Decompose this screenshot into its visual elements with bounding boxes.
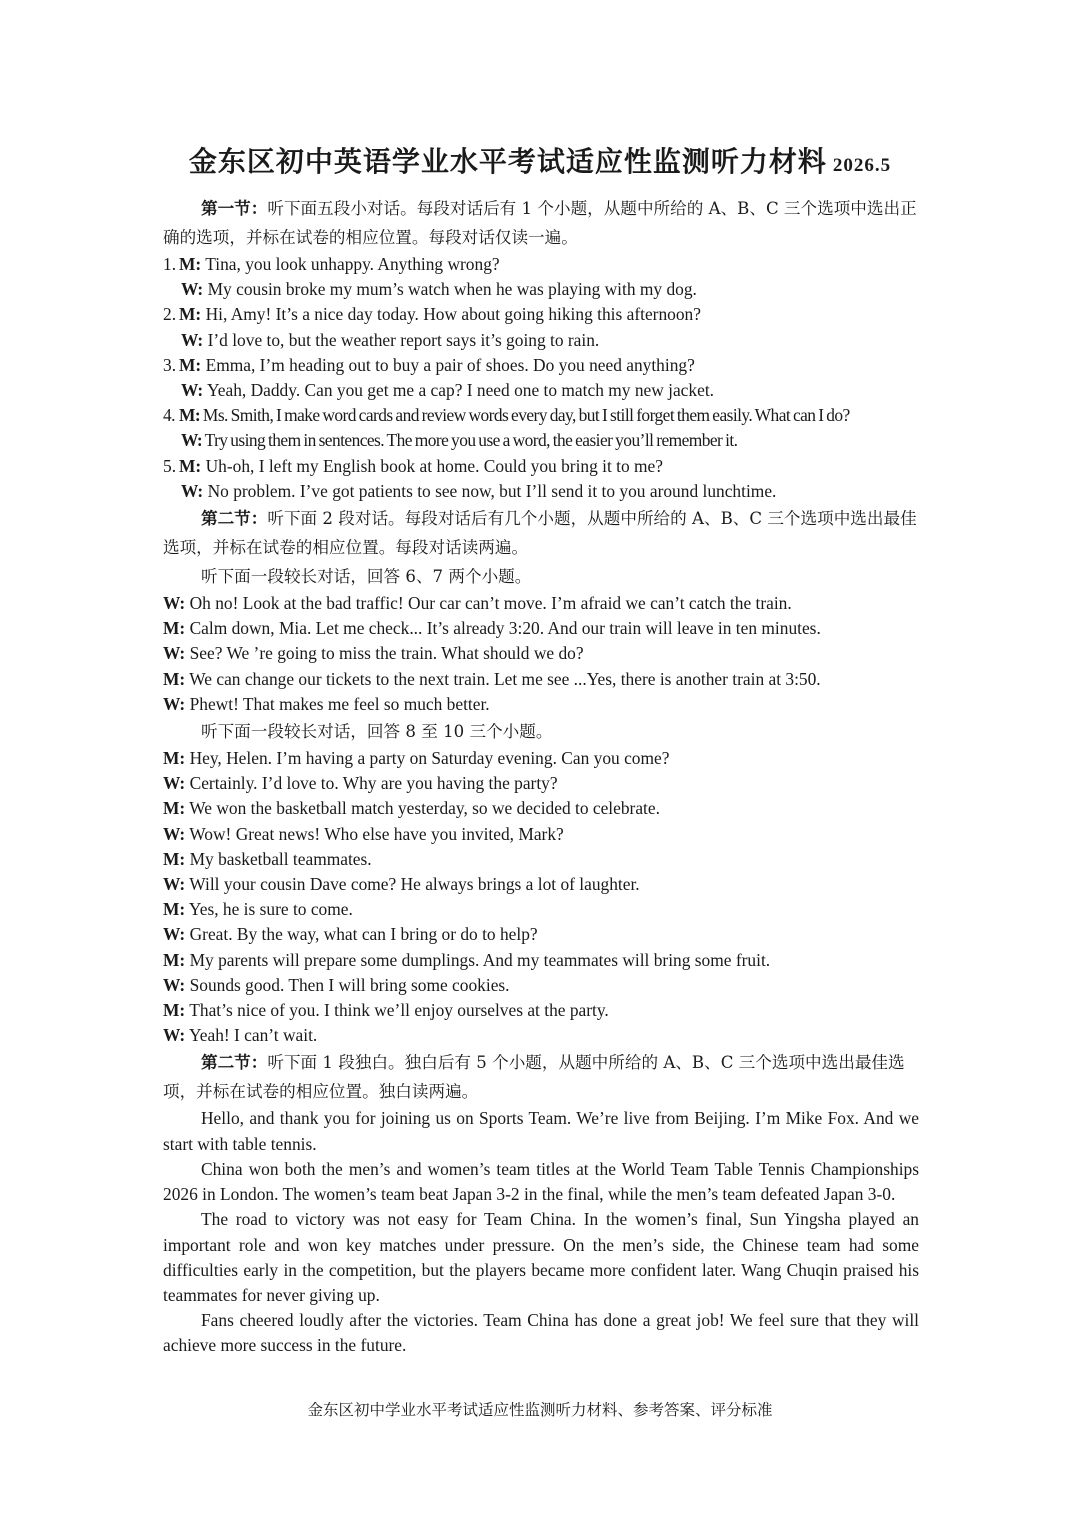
line-text: Ms. Smith, I make word cards and review words every day, but I still forget them easily. What can I do? <box>202 405 850 426</box>
dialogue-line <box>163 822 919 847</box>
question-number: 1. <box>163 254 177 274</box>
dialogue2-intro: 听下面一段较长对话，回答 8 至 10 三个小题。 <box>201 722 553 742</box>
speaker-label: M: <box>179 254 202 274</box>
question-number: 5. <box>163 455 177 476</box>
monologue <box>163 1106 919 1358</box>
speaker-label: W: <box>181 279 204 300</box>
line-text: Tina, you look unhappy. Anything wrong? <box>205 254 500 274</box>
dialogue-line <box>163 328 919 353</box>
title-text: 金东区初中英语学业水平考试适应性监测听力材料 <box>188 145 827 178</box>
dialogue-line <box>163 948 919 973</box>
speaker-label: W: <box>163 773 186 794</box>
page-title <box>0 140 1080 180</box>
line-text: We can change our tickets to the next train. Let me see ...Yes, there is another train at 3:50. <box>189 668 821 689</box>
speaker-label: W: <box>163 643 186 664</box>
dialogue-line <box>163 454 919 479</box>
speaker-label: W: <box>163 693 186 714</box>
line-text: Hey, Helen. I’m having a party on Saturday evening. Can you come? <box>189 748 670 769</box>
page-footer: 金东区初中学业水平考试适应性监测听力材料、参考答案、评分标准 <box>307 1401 773 1419</box>
section1-label: 第一节： <box>201 198 268 218</box>
speaker-label: M: <box>179 304 202 325</box>
speaker-label: W: <box>163 974 186 995</box>
monologue-paragraph: China won both the men’s and women’s team titles at the World Team Table Tennis Championships 2026 in London. The women’s team beat Japan 3-2 in the final, while the men’s team defeated Japan 3-0. <box>163 1158 919 1205</box>
speaker-label: M: <box>163 668 186 689</box>
speaker-label: W: <box>163 874 186 895</box>
section3-label: 第二节： <box>201 1052 268 1073</box>
dialogue-line <box>163 252 919 277</box>
dialogue-line <box>163 1023 919 1048</box>
speaker-label: M: <box>179 354 202 375</box>
dialogue-line <box>163 591 919 616</box>
dialogue-line <box>163 922 919 947</box>
speaker-label: M: <box>179 455 202 476</box>
line-text: My cousin broke my mum’s watch when he was playing with my dog. <box>207 279 697 300</box>
dialogue-line <box>163 353 919 378</box>
speaker-label: W: <box>163 823 186 844</box>
speaker-label: M: <box>163 618 186 639</box>
line-text: Yeah, Daddy. Can you get me a cap? I need one to match my new jacket. <box>206 380 714 401</box>
dialogue-line <box>163 403 919 428</box>
monologue-paragraph: Fans cheered loudly after the victories. Team China has done a great job! We feel sure that they will achieve more success in the future. <box>163 1310 919 1356</box>
short-dialogues <box>163 252 919 504</box>
dialogue-line <box>163 692 919 717</box>
line-text: Try using them in sentences. The more you use a word, the easier you’ll remember it. <box>204 430 738 451</box>
line-text: Great. By the way, what can I bring or do to help? <box>189 924 538 945</box>
speaker-label: M: <box>163 949 186 970</box>
question-number: 2. <box>163 304 177 325</box>
monologue-paragraph: Hello, and thank you for joining us on Sports Team. We’re live from Beijing. I’m Mike Fox. And we start with table tennis. <box>163 1108 919 1154</box>
line-text: No problem. I’ve got patients to see now, but I’ll send it to you around lunchtime. <box>207 480 777 501</box>
line-text: Phewt! That makes me feel so much better. <box>189 693 490 714</box>
section3-text: 听下面 1 段独白。独白后有 5 个小题，从题中所给的 A、B、C 三个选项中选出最佳选项，并标在试卷的相应位置。独白读两遍。 <box>163 1053 905 1102</box>
dialogue-line <box>163 796 919 821</box>
speaker-label: W: <box>163 1025 186 1046</box>
line-text: Certainly. I’d love to. Why are you having the party? <box>189 773 558 794</box>
line-text: My basketball teammates. <box>189 848 372 869</box>
line-text: That’s nice of you. I think we’ll enjoy ourselves at the party. <box>189 1000 609 1021</box>
dialogue-line <box>163 847 919 872</box>
monologue-paragraph: The road to victory was not easy for Team China. In the women’s final, Sun Yingsha played an important role and won key matches under pressure. On the men’s side, the Chinese team had some difficulties early in the competition, but the players became more confident later. Wang Chuqin praised his teammates for never giving up. <box>163 1209 919 1305</box>
line-text: Calm down, Mia. Let me check... It’s already 3:20. And our train will leave in ten minutes. <box>189 618 821 639</box>
dialogue-line <box>163 897 919 922</box>
speaker-label: W: <box>181 430 203 451</box>
line-text: See? We ’re going to miss the train. What should we do? <box>189 643 584 664</box>
line-text: Emma, I’m heading out to buy a pair of shoes. Do you need anything? <box>205 354 695 375</box>
section3-instructions <box>163 1048 919 1106</box>
dialogue-line <box>163 641 919 666</box>
document-body <box>163 194 919 1359</box>
dialogue-line <box>163 479 919 504</box>
speaker-label: M: <box>163 899 186 920</box>
section1-instructions <box>163 194 919 252</box>
dialogue-line <box>163 998 919 1023</box>
dialogue-line <box>163 746 919 771</box>
dialogue-line <box>163 667 919 692</box>
speaker-label: M: <box>179 405 201 426</box>
speaker-label: W: <box>163 593 186 614</box>
line-text: Sounds good. Then I will bring some cookies. <box>189 974 510 995</box>
title-date: 2026.5 <box>832 155 892 176</box>
speaker-label: W: <box>181 329 204 350</box>
dialogue-line <box>163 277 919 302</box>
line-text: Uh-oh, I left my English book at home. Could you bring it to me? <box>205 455 663 476</box>
dialogue-line <box>163 616 919 641</box>
question-number: 4. <box>163 405 175 426</box>
line-text: Wow! Great news! Who else have you invited, Mark? <box>189 823 564 844</box>
speaker-label: M: <box>163 848 186 869</box>
dialogue-line <box>163 872 919 897</box>
section2-label: 第二节： <box>201 508 268 529</box>
section2-instructions <box>163 504 919 562</box>
line-text: Oh no! Look at the bad traffic! Our car can’t move. I’m afraid we can’t catch the train. <box>189 593 792 614</box>
dialogue-line <box>163 771 919 796</box>
speaker-label: W: <box>181 380 204 401</box>
dialogue1 <box>163 591 919 717</box>
dialogue-line <box>163 378 919 403</box>
speaker-label: W: <box>181 480 204 501</box>
dialogue-line <box>163 973 919 998</box>
dialogue2 <box>163 746 919 1048</box>
speaker-label: M: <box>163 748 186 769</box>
section2-text: 听下面 2 段对话。每段对话后有几个小题，从题中所给的 A、B、C 三个选项中选出最佳选项，并标在试卷的相应位置。每段对话读两遍。 <box>163 509 917 558</box>
speaker-label: W: <box>163 924 186 945</box>
section1-text: 听下面五段小对话。每段对话后有 1 个小题，从题中所给的 A、B、C 三个选项中选出正确的选项，并标在试卷的相应位置。每段对话仅读一遍。 <box>163 199 917 247</box>
line-text: Hi, Amy! It’s a nice day today. How about going hiking this afternoon? <box>205 304 701 325</box>
dialogue-line <box>163 428 919 453</box>
line-text: My parents will prepare some dumplings. And my teammates will bring some fruit. <box>189 949 771 970</box>
line-text: We won the basketball match yesterday, so we decided to celebrate. <box>189 798 660 819</box>
speaker-label: M: <box>163 798 186 819</box>
question-number: 3. <box>163 354 177 375</box>
line-text: I’d love to, but the weather report says it’s going to rain. <box>207 329 600 350</box>
line-text: Yes, he is sure to come. <box>188 899 353 920</box>
speaker-label: M: <box>163 1000 186 1021</box>
dialogue1-intro: 听下面一段较长对话，回答 6、7 两个小题。 <box>201 567 532 587</box>
line-text: Will your cousin Dave come? He always brings a lot of laughter. <box>189 874 640 895</box>
line-text: Yeah! I can’t wait. <box>188 1025 318 1046</box>
dialogue-line <box>163 302 919 327</box>
